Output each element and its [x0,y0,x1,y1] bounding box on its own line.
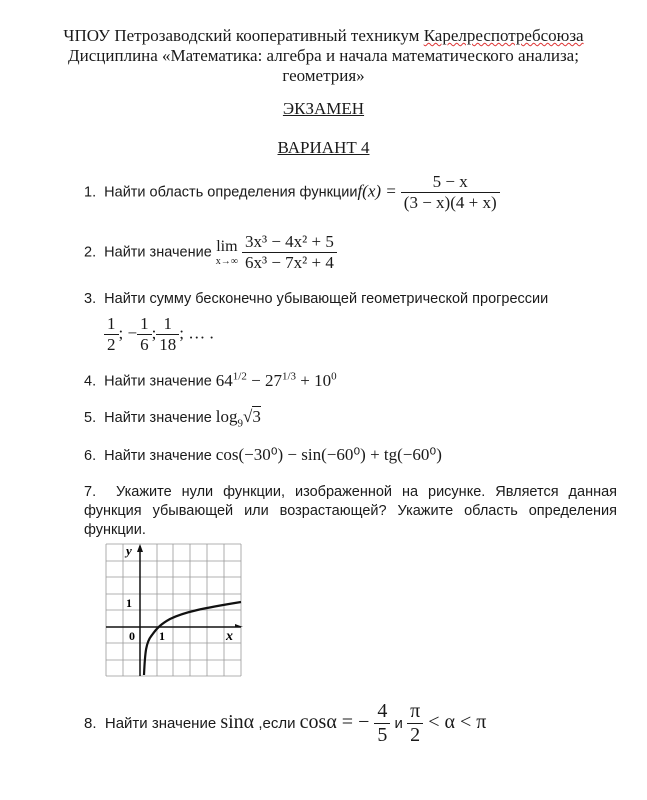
task-6 [84,445,442,465]
numerator: 4 [374,700,390,724]
origin-label: 0 [129,629,135,643]
separator: ; [151,323,157,343]
x-label: x [226,629,233,644]
condition-text: ,если [254,715,300,733]
task-number: 2. [84,244,97,261]
range: < α < π [428,711,487,734]
denominator: (3 − x)(4 + x) [403,193,497,212]
task-7 [84,483,617,540]
task-number: 8. [84,715,97,733]
task-4 [84,370,337,391]
task-1 [84,172,500,213]
discipline-line: Дисциплина «Математика: алгебра и начала математического анализа; [68,46,579,65]
numerator: 1 [104,314,119,335]
task-number: 3. [84,291,97,307]
task-text: Найти значение [104,448,212,464]
task-3-sequence [104,314,214,355]
separator: ; − [118,323,138,343]
y-tick-label: 1 [126,596,132,610]
expression: $\log_9√3$ [215,407,261,430]
lim-sub: x→∞ [215,256,238,267]
task-8 [84,700,486,747]
fraction [156,314,179,355]
task-3 [84,291,548,307]
task-2 [84,232,337,273]
task-number: 1. [84,184,97,201]
x-tick-label: 1 [159,629,165,643]
task-text: Найти значение [104,410,212,426]
term: − 27 [246,370,282,390]
numerator: π [407,700,423,724]
institution-line [0,26,647,46]
log-base: 9 [237,417,244,430]
task-text: Найти значение [104,244,212,261]
task-text: Найти значение [104,715,217,733]
numerator: 3x³ − 4x² + 5 [242,232,337,253]
numerator: 1 [137,314,152,335]
denominator: 2 [107,335,116,354]
denominator: 18 [159,335,177,354]
fraction [137,314,152,355]
discipline-line-2: геометрия» [282,66,365,85]
numerator: 5 − x [401,172,500,193]
exponent: 1/2 [232,370,247,382]
fraction [104,314,119,355]
task-text: Укажите нули функции, изображенной на рисунке. Является данная функция убывающей или возрастающей? Укажите область определения функции. [84,484,618,538]
function-graph [104,542,244,678]
exponent: 1/3 [281,370,297,382]
numerator: 1 [156,314,179,335]
expression [220,700,487,746]
limit [216,238,238,267]
denominator: 6 [140,335,149,354]
cos-term: cosα = − [299,711,370,734]
task-text: Найти значение [104,373,212,390]
lim-label: lim [216,238,238,255]
term: + 10 [296,370,332,390]
expression: cos(−30⁰) − sin(−60⁰) + tg(−60⁰) [215,445,442,464]
task-text: Найти область определения функции [104,184,358,201]
expression [216,371,337,390]
task-number: 4. [84,373,97,390]
fraction [242,232,337,273]
exponent: 0 [331,370,337,382]
task-number: 7. [84,484,97,500]
term: 64 [215,370,233,390]
radicand: 3 [252,407,261,426]
task-number: 6. [84,448,97,464]
function-label: f(x) = [357,181,397,201]
sin-term: sinα [220,711,255,734]
task-5 [84,407,261,429]
log: log [215,407,238,426]
fraction [407,700,423,747]
misspelled-word: Карелреспотребсоюза [423,26,584,45]
task-text: Найти сумму бесконечно убывающей геометрической прогрессии [104,291,549,307]
y-label: y [126,543,132,558]
denominator: 5 [377,724,388,746]
grid [106,544,241,676]
institution-text: ЧПОУ Петрозаводский кооперативный техникум [63,26,424,45]
denominator: 6x³ − 7x² + 4 [244,253,334,272]
fraction [401,172,500,213]
task-number: 5. [84,410,97,426]
and-text: и [390,715,408,733]
ellipsis: ; … . [179,323,214,343]
exam-title: ЭКЗАМЕН [282,99,365,118]
variant-title: ВАРИАНТ 4 [277,138,370,157]
fraction [374,700,390,747]
denominator: 2 [410,724,421,746]
